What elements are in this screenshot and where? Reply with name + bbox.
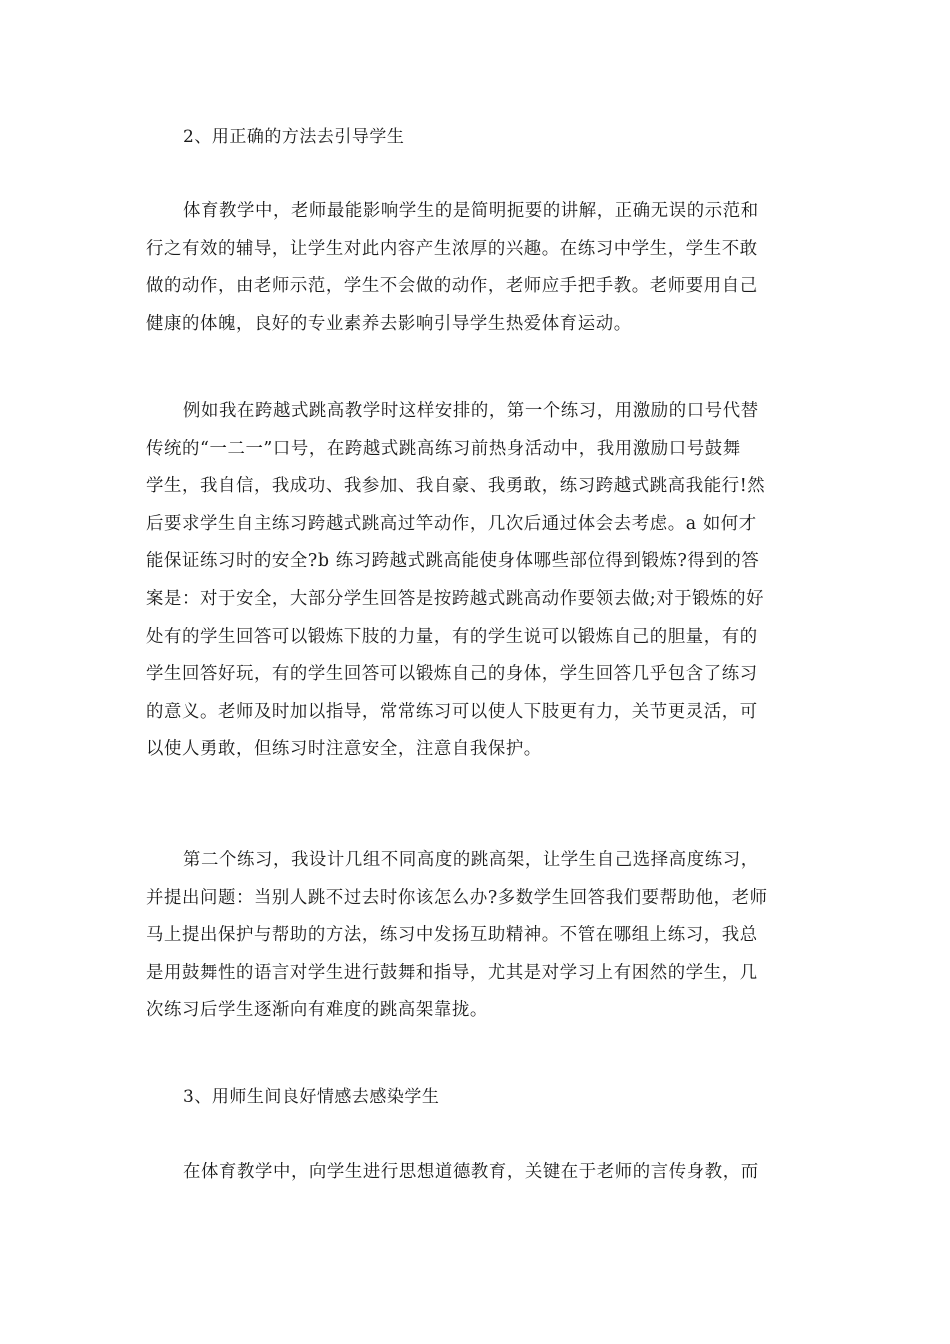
paragraph-1 [146, 193, 806, 343]
paragraph-line: 能保证练习时的安全?b 练习跨越式跳高能使身体哪些部位得到锻炼?得到的答 [146, 551, 760, 572]
paragraph-line: 马上提出保护与帮助的方法，练习中发扬互助精神。不管在哪组上练习，我总 [146, 925, 758, 946]
paragraph-line: 体育教学中，老师最能影响学生的是简明扼要的讲解，正确无误的示范和 [183, 201, 759, 221]
paragraph-line: 以使人勇敢，但练习时注意安全，注意自我保护。 [146, 739, 542, 760]
paragraph-line: 案是：对于安全，大部分学生回答是按跨越式跳高动作要领去做;对于锻炼的好 [146, 588, 765, 609]
paragraph-line: 是用鼓舞性的语言对学生进行鼓舞和指导，尤其是对学习上有困然的学生，几 [146, 962, 758, 983]
paragraph-line: 做的动作，由老师示范，学生不会做的动作，老师应手把手教。老师要用自己 [146, 276, 758, 297]
paragraph-line: 后要求学生自主练习跨越式跳高过竿动作，几次后通过体会去考虑。a 如何才 [146, 513, 757, 534]
section-heading-3: 3、用师生间良好情感去感染学生 [183, 1087, 440, 1107]
paragraph-line: 并提出问题：当别人跳不过去时你该怎么办?多数学生回答我们要帮助他，老师 [146, 887, 768, 908]
paragraph-line: 健康的体魄，良好的专业素养去影响引导学生热爱体育运动。 [146, 313, 632, 334]
paragraph-line: 行之有效的辅导，让学生对此内容产生浓厚的兴趣。在练习中学生，学生不敢 [146, 238, 758, 259]
paragraph-line: 传统的“一二一”口号，在跨越式跳高练习前热身活动中，我用激励口号鼓舞 [146, 438, 741, 459]
paragraph-line: 学生，我自信，我成功、我参加、我自豪、我勇敢，练习跨越式跳高我能行!然 [146, 476, 766, 497]
paragraph-line: 次练习后学生逐渐向有难度的跳高架靠拢。 [146, 1000, 488, 1021]
paragraph-3 [146, 842, 806, 1030]
section-heading-2: 2、用正确的方法去引导学生 [183, 127, 405, 147]
paragraph-line: 第二个练习，我设计几组不同高度的跳高架，让学生自己选择高度练习， [183, 850, 759, 870]
paragraph-line: 例如我在跨越式跳高教学时这样安排的，第一个练习，用激励的口号代替 [183, 401, 759, 421]
paragraph-line: 处有的学生回答可以锻炼下肢的力量，有的学生说可以锻炼自己的胆量，有的 [146, 626, 758, 647]
paragraph-line: 在体育教学中，向学生进行思想道德教育，关键在于老师的言传身教，而 [183, 1162, 759, 1182]
paragraph-2 [146, 393, 806, 769]
paragraph-line: 的意义。老师及时加以指导，常常练习可以使人下肢更有力，关节更灵活，可 [146, 701, 758, 722]
paragraph-4 [146, 1154, 806, 1192]
paragraph-line: 学生回答好玩，有的学生回答可以锻炼自己的身体，学生回答几乎包含了练习 [146, 664, 758, 685]
